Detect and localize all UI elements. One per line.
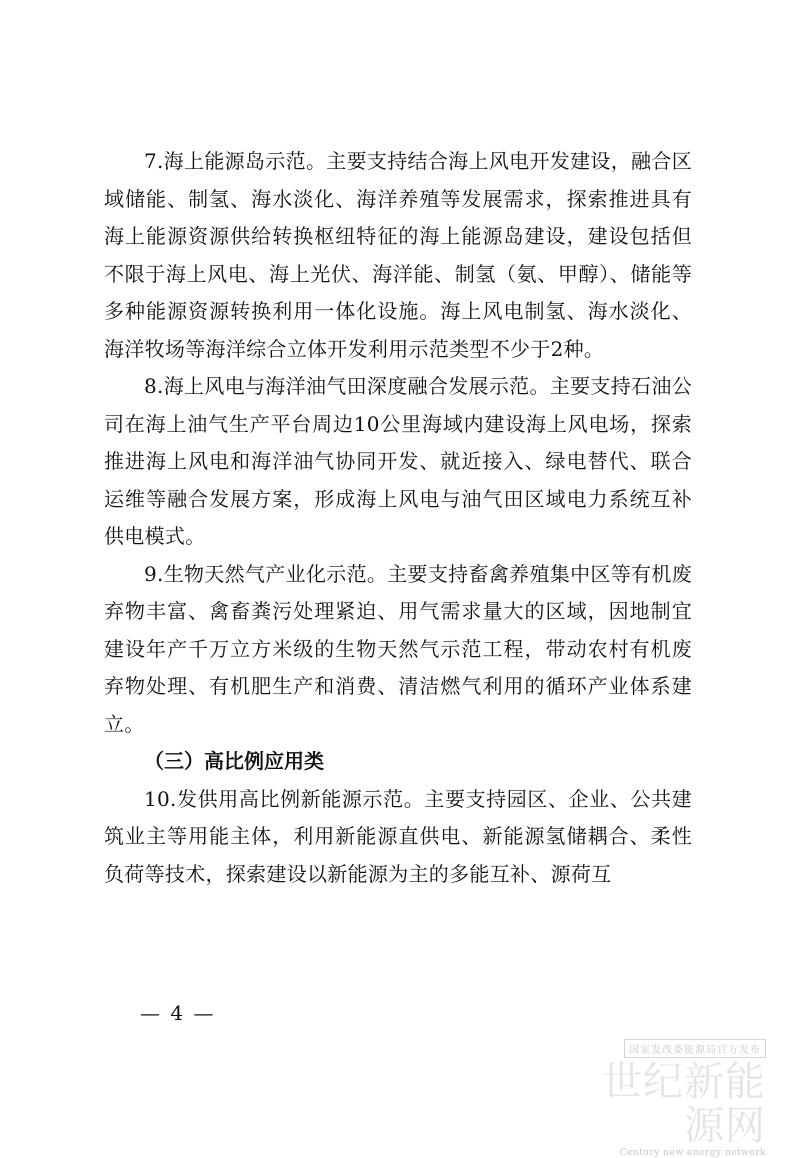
- paragraph-9: 9.生物天然气产业化示范。主要支持畜禽养殖集中区等有机废弃物丰富、禽畜粪污处理紧迫、用气需求量大的区域，因地制宜建设年产千万立方米级的生物天然气示范工程，带动农村有机废弃物处理、有机肥生产和消费、清洁燃气利用的循环产业体系建立。: [104, 561, 692, 736]
- paragraph-10: 10.发供用高比例新能源示范。主要支持园区、企业、公共建筑业主等用能主体，利用新能源直供电、新能源氢储耦合、柔性负荷等技术，探索建设以新能源为主的多能互补、源荷互: [104, 786, 692, 886]
- paragraph-8: 8.海上风电与海洋油气田深度融合发展示范。主要支持石油公司在海上油气生产平台周边10公里海域内建设海上风电场，探索推进海上风电和海洋油气协同开发、就近接入、绿电替代、联合运维等融合发展方案，形成海上风电与油气田区域电力系统互补供电模式。: [104, 374, 692, 548]
- page-number: — 4 —: [140, 1001, 216, 1025]
- document-body: [104, 143, 692, 893]
- watermark-sub-text: Century new energy network: [619, 1148, 766, 1158]
- watermark-top-text: 国家发改委能源局官方发布: [624, 1039, 766, 1058]
- paragraph-7: 7.海上能源岛示范。主要支持结合海上风电开发建设，融合区域储能、制氢、海水淡化、海洋养殖等发展需求，探索推进具有海上能源资源供给转换枢纽特征的海上能源岛建设，建设包括但不限于海上风电、海上光伏、海洋能、制氢（氨、甲醇）、储能等多种能源资源转换利用一体化设施。海上风电制氢、海水淡化、海洋牧场等海洋综合立体开发利用示范类型不少于2种。: [104, 149, 692, 361]
- watermark-logo: [566, 1038, 766, 1158]
- section-heading: （三）高比例应用类: [144, 749, 324, 773]
- watermark-main-text: 世纪新能源网: [602, 1059, 766, 1149]
